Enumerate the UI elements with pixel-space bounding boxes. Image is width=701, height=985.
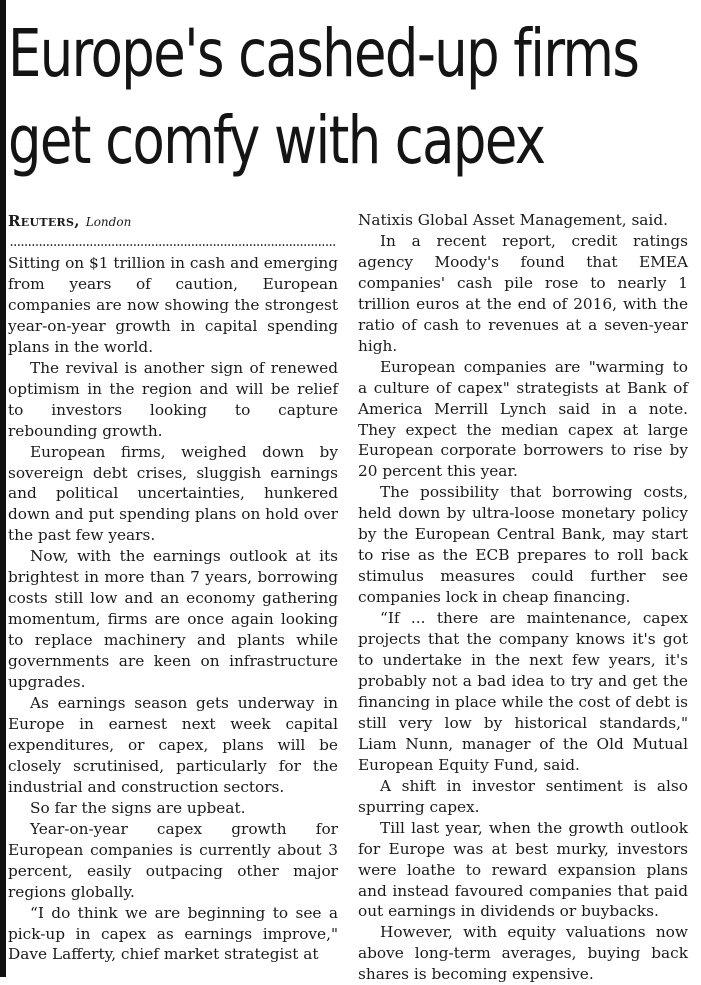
paragraph: Sitting on $1 trillion in cash and emerging from years of caution, European companies are now showing the strongest year-on-year growth in capital spending plans in the world.	[8, 254, 339, 356]
article-column-right	[358, 210, 688, 985]
paragraph: “If ... there are maintenance, capex projects that the company knows it's got to undertake in the next few years, it's probably not a bad idea to try and get the financing in place while the cost of debt is still very low by historical standards," Liam Nunn, manager of the Old Mutual European Equity Fund, said.	[358, 609, 688, 774]
paragraph: In a recent report, credit ratings agency Moody's found that EMEA companies' cash pile rose to nearly 1 trillion euros at the end of 2016, with the ratio of cash to revenues at a seven-year high.	[358, 231, 688, 355]
byline-dateline: London	[85, 215, 132, 229]
paragraph: So far the signs are upbeat.	[30, 798, 246, 817]
headline-line-2: get comfy with capex	[8, 102, 545, 179]
paragraph: A shift in investor sentiment is also spurring capex.	[358, 776, 688, 816]
headline-line-1: Europe's cashed-up firms	[8, 15, 639, 92]
paragraph: As earnings season gets underway in Europe in earnest next week capital expenditures, or capex, plans will be closely scrutinised, particularly for the industrial and construction sectors.	[8, 694, 338, 796]
paragraph: “I do think we are beginning to see a pick-up in capex as earnings improve," Dave Lafferty, chief market strategist at	[8, 903, 338, 964]
paragraph: Now, with the earnings outlook at its brightest in more than 7 years, borrowing costs still low and an economy gathering momentum, firms are once again looking to replace machinery and plants while governments are keen on infrastructure upgrades.	[8, 547, 338, 692]
page-edge-bar	[0, 0, 6, 977]
paragraph: European firms, weighed down by sovereign debt crises, sluggish earnings and political uncertainties, hunkered down and put spending plans on hold over the past few years.	[8, 442, 338, 545]
byline-separator: ..........................................................................................	[8, 235, 335, 249]
paragraph: The possibility that borrowing costs, held down by ultra-loose monetary policy by the European Central Bank, may start to rise as the ECB prepares to roll back stimulus measures could further see companies lock in cheap financing.	[358, 483, 688, 607]
article-column-left	[8, 210, 338, 965]
paragraph: Year-on-year capex growth for European companies is currently about 3 percent, easily outpacing other major regions globally.	[8, 819, 338, 901]
paragraph: Till last year, when the growth outlook for Europe was at best murky, investors were loathe to reward expansion plans and instead favoured companies that paid out earnings in dividends or buybacks.	[358, 818, 688, 921]
byline	[8, 210, 338, 233]
byline-agency: Reuters,	[8, 212, 80, 230]
paragraph: European companies are "warming to a culture of capex" strategists at Bank of America Merrill Lynch said in a note. They expect the median capex at large European corporate borrowers to rise by 20 percent this year.	[358, 357, 688, 481]
paragraph: However, with equity valuations now above long-term averages, buying back shares is becoming expensive.	[358, 923, 688, 984]
paragraph-continued: Natixis Global Asset Management, said.	[358, 211, 668, 229]
headline	[8, 10, 639, 184]
paragraph: The revival is another sign of renewed optimism in the region and will be relief to investors looking to capture rebounding growth.	[8, 358, 338, 440]
